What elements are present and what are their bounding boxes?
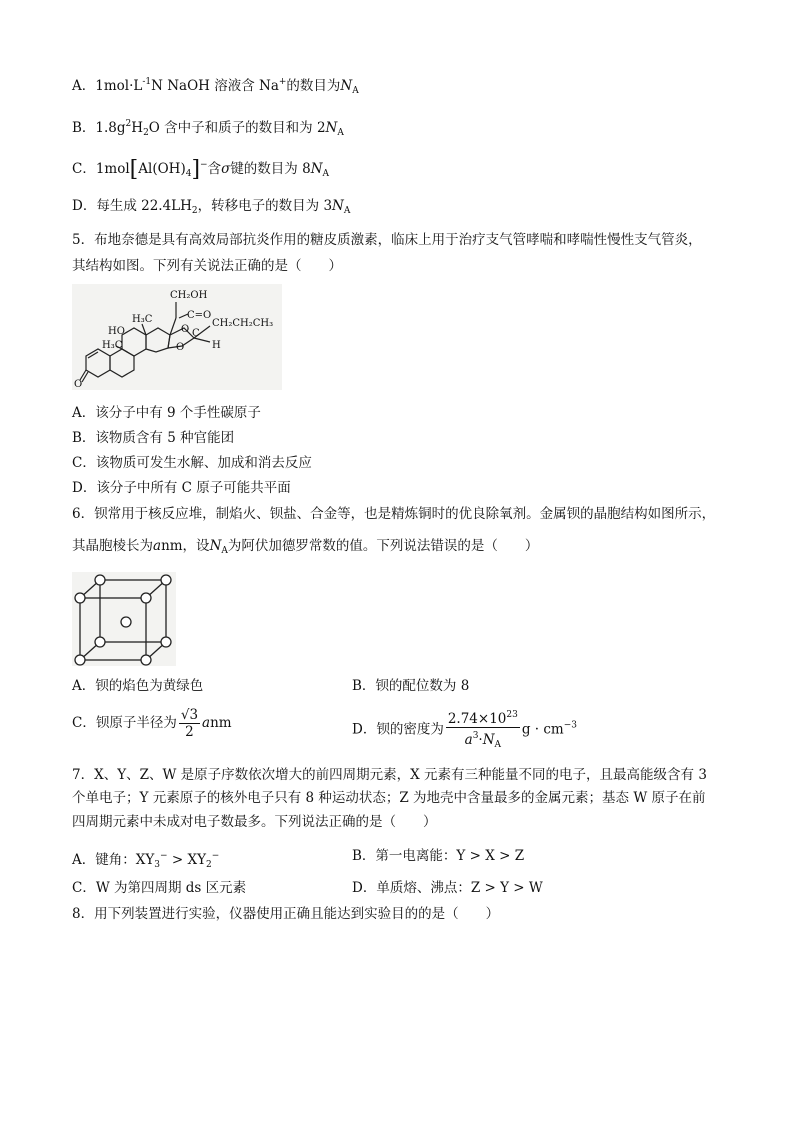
label-h3c-lower: H₃C xyxy=(102,340,123,351)
q7-option-b: B．第一电离能：Y > X > Z xyxy=(352,848,525,864)
q7-option-c: C．W 为第四周期 ds 区元素 xyxy=(72,880,247,896)
q5-stem-line2: 其结构如图。下列有关说法正确的是（ ） xyxy=(72,258,342,274)
budesonide-structure-figure xyxy=(72,284,282,390)
label-co: C=O xyxy=(187,310,212,321)
bcc-unit-cell-figure xyxy=(72,572,176,666)
q4-option-a: A．$1mol\cdot L^{-1}N$ NaOH 溶液含 Na+的数目为$N_A$ xyxy=(72,77,359,96)
q5-option-c: C．该物质可发生水解、加成和消去反应 xyxy=(72,455,312,471)
q4-option-c: C．$1mol[Al(OH)_4]^-$含σ键的数目为 $8N_A$ xyxy=(72,157,330,182)
q5-stem-line1: 5．布地奈德是具有高效局部抗炎作用的糖皮质激素，临床上用于治疗支气管哮喘和哮喘性慢性支气管炎， xyxy=(72,232,702,248)
label-ch2oh: CH₂OH xyxy=(170,290,208,301)
budesonide-structure-svg xyxy=(72,284,282,390)
q5-option-a: A．该分子中有 9 个手性碳原子 xyxy=(72,405,261,421)
q6-option-c: C．钡原子半径为 $\frac{√3}{2}$ anm xyxy=(72,707,232,740)
label-ho: HO xyxy=(108,326,125,337)
q5-option-b: B．该物质含有 5 种官能团 xyxy=(72,430,235,446)
q6-option-a: A．钡的焰色为黄绿色 xyxy=(72,678,204,694)
bcc-unit-cell-svg xyxy=(72,572,176,666)
q6-stem-line1: 6．钡常用于核反应堆，制焰火、钡盐、合金等，也是精炼铜时的优良除氧剂。金属钡的晶胞结构如图所示， xyxy=(72,506,716,522)
q7-option-a: A．键角：$XY_3^- > XY_2^-$ xyxy=(72,851,220,870)
radius-fraction: $\frac{√3}{2}$ xyxy=(180,707,199,740)
q7-stem-line3: 四周期元素中未成对电子数最多。下列说法正确的是（ ） xyxy=(72,814,437,830)
q5-option-d: D．该分子中所有 C 原子可能共平面 xyxy=(72,480,291,496)
label-h: H xyxy=(212,340,221,351)
q7-stem-line1: 7．X、Y、Z、W 是原子序数依次增大的前四周期元素，X 元素有三种能量不同的电子，且最高能级含有 3 xyxy=(72,767,707,783)
q6-stem-line2: 其晶胞棱长为anm，设$N_A$为阿伏加德罗常数的值。下列说法错误的是（ ） xyxy=(72,538,539,556)
label-o-ketone: O xyxy=(74,379,83,390)
q6-option-d: D．钡的密度为 $\frac{2.74\times 10^{23}}{a^3\cdot N_A}$ $g \cdot cm^{-3}$ xyxy=(352,707,577,753)
q8-stem: 8．用下列装置进行实验，仪器使用正确且能达到实验目的的是（ ） xyxy=(72,906,500,922)
label-c: C xyxy=(192,328,200,339)
q4-option-d: D．每生成 $22.4LH_2$，转移电子的数目为 $3N_A$ xyxy=(72,198,351,216)
label-o2: O xyxy=(176,342,185,353)
label-o1: O xyxy=(181,324,190,335)
q7-stem-line2: 个单电子；Y 元素原子的核外电子只有 8 种运动状态；Z 为地壳中含量最多的金属元素；基态 W 原子在前 xyxy=(72,790,706,806)
label-chain: CH₂CH₂CH₃ xyxy=(212,318,274,329)
q7-option-d: D．单质熔、沸点：Z > Y > W xyxy=(352,880,543,896)
density-fraction: $\frac{2.74\times 10^{23}}{a^3\cdot N_A}$ xyxy=(446,707,520,753)
label-h3c-upper: H₃C xyxy=(132,314,153,325)
q6-option-b: B．钡的配位数为 8 xyxy=(352,678,470,694)
q4-option-b: B．$1.8g^2H_2O$ 含中子和质子的数目和为 $2N_A$ xyxy=(72,119,344,138)
